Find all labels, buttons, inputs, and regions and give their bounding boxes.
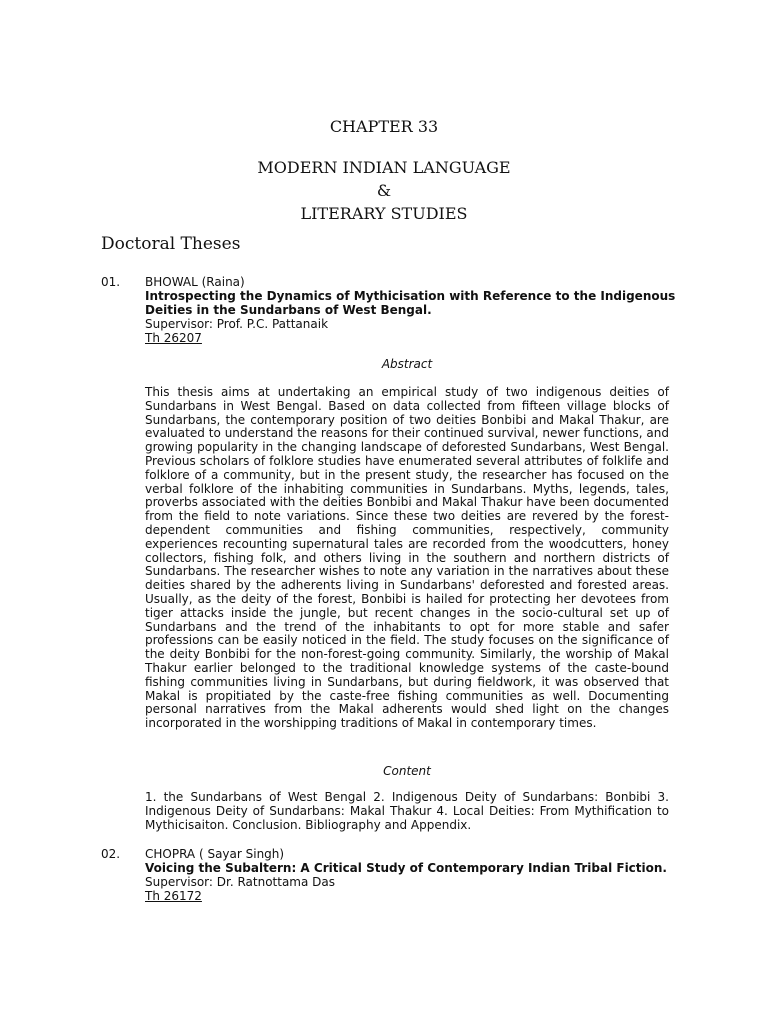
abstract-label: Abstract xyxy=(381,357,433,371)
abstract-text: This thesis aims at undertaking an empirical study of two indigenous deities of Sundarbans in West Bengal. Based on data collected from fifteen village blocks of Sundarbans, the contemporary position of two deities Bonbibi and Makal Thakur, are evaluated to understand the reasons for their continued survival, newer functions, and growing popularity in the changing landscape of deforested Sundarbans, West Bengal. Previous scholars of folklore studies have enumerated several attributes of folklife and folklore of a community, but in the present study, the researcher has focused on the verbal folklore of the inhabiting communities in Sundarbans. Myths, legends, tales, proverbs associated with the deities Bonbibi and Makal Thakur have been documented from the field to note variations. Since these two deities are revered by the forest-dependent communities and fishing communities, respectively, community experiences recounting supernatural tales are recorded from the woodcutters, honey collectors, fishing folk, and others living in the southern and northern districts of Sundarbans. The researcher wishes to note any variation in the narratives about these deities shared by the adherents living in Sundarbans' deforested and forested areas. Usually, as the deity of the forest, Bonbibi is hailed for protecting her devotees from tiger attacks inside the jungle, but recent changes in the socio-cultural set up of Sundarbans and the trend of the inhabitants to opt for more stable and safer professions can be easily noticed in the field. The study focuses on the significance of the deity Bonbibi for the non-forest-going community. Similarly, the worship of Makal Thakur earlier belonged to the traditional knowledge systems of the caste-bound fishing communities living in Sundarbans, but during fieldwork, it was observed that Makal is propitiated by the caste-free fishing communities as well. Documenting personal narratives from the Makal adherents would shed light on the changes incorporated in the worshipping traditions of Makal in contemporary times. xyxy=(145,385,669,731)
content-label: Content xyxy=(383,764,431,778)
entry-title xyxy=(145,289,676,317)
entry-title xyxy=(145,861,669,875)
section-heading: Doctoral Theses xyxy=(101,234,241,254)
entry-author: CHOPRA ( Sayar Singh) xyxy=(145,847,285,861)
content-text: 1. the Sundarbans of West Bengal 2. Indigenous Deity of Sundarbans: Bonbibi 3. Indigenous Deity of Sundarbans: Makal Thakur 4. Local Deities: From Mythification to Mythicisaiton. Conclusion. Bibliography and Appendix. xyxy=(145,790,669,832)
entry-author: BHOWAL (Raina) xyxy=(145,275,245,289)
entry-title-line: Voicing the Subaltern: A Critical Study of Contemporary Indian Tribal Fiction. xyxy=(145,861,667,875)
entry-title-line: Deities in the Sundarbans of West Bengal. xyxy=(145,303,432,317)
chapter-title-line: MODERN INDIAN LANGUAGE xyxy=(257,158,511,177)
entry-thesis-number: Th 26207 xyxy=(145,331,202,345)
entry-thesis-number: Th 26172 xyxy=(145,889,202,903)
entry-details xyxy=(145,847,669,903)
chapter-title-line: & xyxy=(376,181,392,200)
entry-details xyxy=(145,275,676,345)
entry-supervisor: Supervisor: Dr. Ratnottama Das xyxy=(145,875,336,889)
chapter-title-line: LITERARY STUDIES xyxy=(300,204,468,223)
entry-number: 02. xyxy=(101,847,121,861)
chapter-title xyxy=(0,156,768,225)
chapter-number: CHAPTER 33 xyxy=(329,117,439,136)
entry-number: 01. xyxy=(101,275,121,289)
entry-supervisor: Supervisor: Prof. P.C. Pattanaik xyxy=(145,317,329,331)
entry-title-line: Introspecting the Dynamics of Mythicisation with Reference to the Indigenous xyxy=(145,289,676,303)
